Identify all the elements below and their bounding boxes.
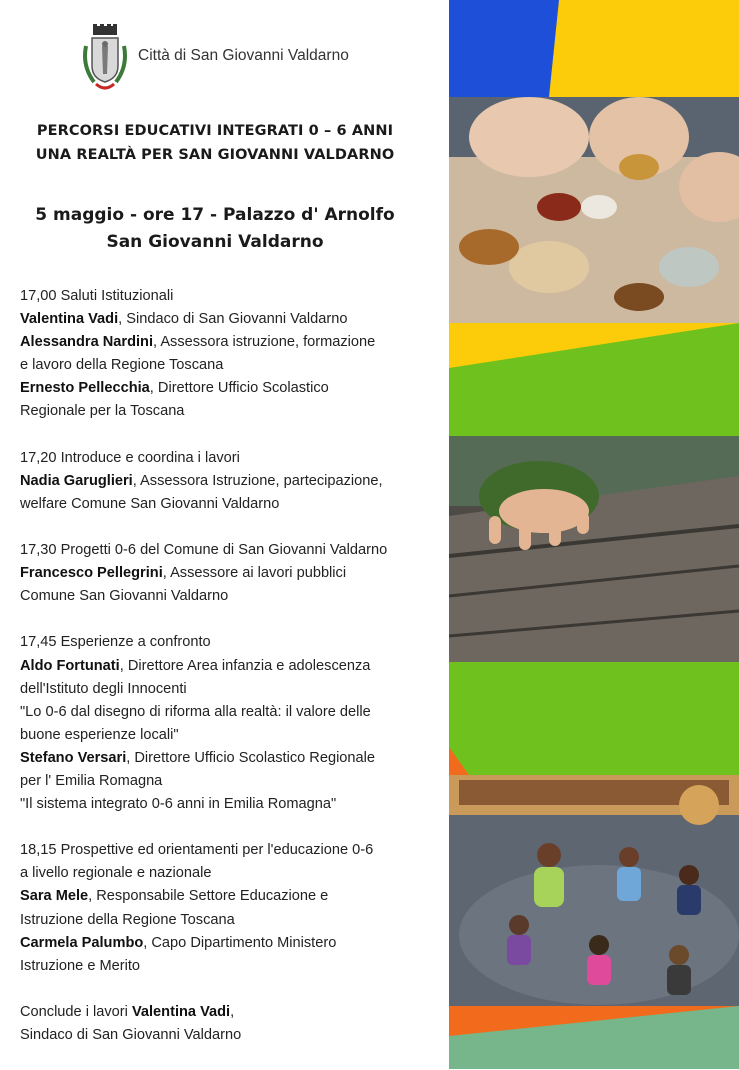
- program-time: 17,45 Esperienze a confronto: [20, 634, 211, 651]
- speaker-line: [20, 377, 445, 400]
- city-logo: [80, 24, 349, 94]
- speaker-role: , Responsabile Settore Educazione e: [88, 888, 329, 905]
- speaker-role-cont: dell'Istituto degli Innocenti: [20, 680, 187, 697]
- photo-children-circle: [449, 775, 739, 1006]
- speaker-line: [20, 331, 445, 354]
- program-time: 17,00 Saluti Istituzionali: [20, 288, 174, 304]
- speaker-line: [20, 470, 445, 493]
- color-block-top: [449, 0, 739, 97]
- speaker-line: [20, 562, 445, 585]
- speaker-role-cont: per l' Emilia Romagna: [20, 772, 163, 789]
- speaker-name: Nadia Garuglieri: [20, 472, 133, 489]
- closing-intro: Conclude i lavori: [20, 1003, 132, 1020]
- speaker-role-cont: e lavoro della Regione Toscana: [20, 357, 224, 374]
- speaker-role: , Assessora Istruzione, partecipazione,: [132, 472, 383, 489]
- page-title: [0, 119, 430, 167]
- speaker-role: , Assessore ai lavori pubblici: [162, 565, 347, 582]
- program-time: 18,15 Prospettive ed orientamenti per l'educazione 0-6: [20, 842, 374, 859]
- city-crest-icon: [80, 24, 130, 94]
- speaker-role: , Capo Dipartimento Ministero: [143, 934, 337, 951]
- image-column: [449, 0, 739, 1069]
- speaker-name: Carmela Palumbo: [20, 934, 144, 951]
- program-block: [20, 631, 445, 816]
- speaker-role-cont: Istruzione della Regione Toscana: [20, 911, 235, 928]
- speaker-line: [20, 885, 445, 908]
- speaker-role-cont: Istruzione e Merito: [20, 957, 141, 974]
- speaker-name: Alessandra Nardini: [20, 334, 154, 351]
- color-block-green: [449, 323, 739, 436]
- speaker-name: Stefano Versari: [20, 749, 127, 766]
- speaker-role-cont: Sindaco di San Giovanni Valdarno: [20, 1027, 242, 1043]
- program-block: [20, 1001, 445, 1047]
- speaker-line: [20, 932, 445, 955]
- program-block: [20, 539, 445, 608]
- speaker-role: , Sindaco di San Giovanni Valdarno: [118, 311, 348, 328]
- speaker-line: [20, 655, 445, 678]
- talk-title-cont: buone esperienze locali": [20, 726, 179, 743]
- closing-line: [20, 1001, 445, 1024]
- speaker-role: , Assessora istruzione, formazione: [153, 334, 376, 351]
- talk-title: "Lo 0-6 dal disegno di riforma alla realtà: il valore delle: [20, 703, 371, 720]
- city-name: Città di San Giovanni Valdarno: [138, 47, 349, 64]
- photo-hand-wood: [449, 436, 739, 662]
- event-town: San Giovanni Valdarno: [106, 232, 324, 252]
- color-block-bottom: [449, 1006, 739, 1069]
- program-time-cont: a livello regionale e nazionale: [20, 865, 212, 882]
- speaker-name: Aldo Fortunati: [20, 657, 120, 674]
- program-block: [20, 839, 445, 978]
- program-list: [20, 285, 445, 1070]
- event-date-place: 5 maggio - ore 17 - Palazzo d' Arnolfo: [35, 205, 395, 225]
- speaker-role-cont: Regionale per la Toscana: [20, 403, 185, 420]
- color-block-orange: [449, 662, 739, 775]
- speaker-role-cont: Comune San Giovanni Valdarno: [20, 588, 229, 605]
- speaker-name: Francesco Pellegrini: [20, 565, 163, 582]
- speaker-role-cont: welfare Comune San Giovanni Valdarno: [20, 495, 280, 512]
- speaker-line: [20, 308, 445, 331]
- event-info: [0, 202, 430, 256]
- speaker-name: Valentina Vadi: [131, 1003, 231, 1020]
- title-line: PERCORSI EDUCATIVI INTEGRATI 0 – 6 ANNI: [36, 123, 394, 139]
- speaker-name: Sara Mele: [20, 888, 89, 905]
- speaker-role: , Direttore Ufficio Scolastico Regionale: [126, 749, 376, 766]
- speaker-role: , Direttore Area infanzia e adolescenza: [119, 657, 371, 674]
- program-time: 17,30 Progetti 0-6 del Comune di San Giovanni Valdarno: [20, 542, 388, 559]
- speaker-name: Valentina Vadi: [20, 311, 119, 328]
- speaker-line: [20, 747, 445, 770]
- talk-title: "Il sistema integrato 0-6 anni in Emilia Romagna": [20, 796, 337, 813]
- closing-comma: ,: [230, 1003, 235, 1020]
- program-block: [20, 285, 445, 424]
- title-line: UNA REALTÀ PER SAN GIOVANNI VALDARNO: [35, 147, 395, 163]
- program-time: 17,20 Introduce e coordina i lavori: [20, 449, 240, 466]
- program-block: [20, 447, 445, 516]
- speaker-role: , Direttore Ufficio Scolastico: [149, 380, 329, 397]
- photo-hands-seeds: [449, 97, 739, 323]
- speaker-name: Ernesto Pellecchia: [20, 380, 150, 397]
